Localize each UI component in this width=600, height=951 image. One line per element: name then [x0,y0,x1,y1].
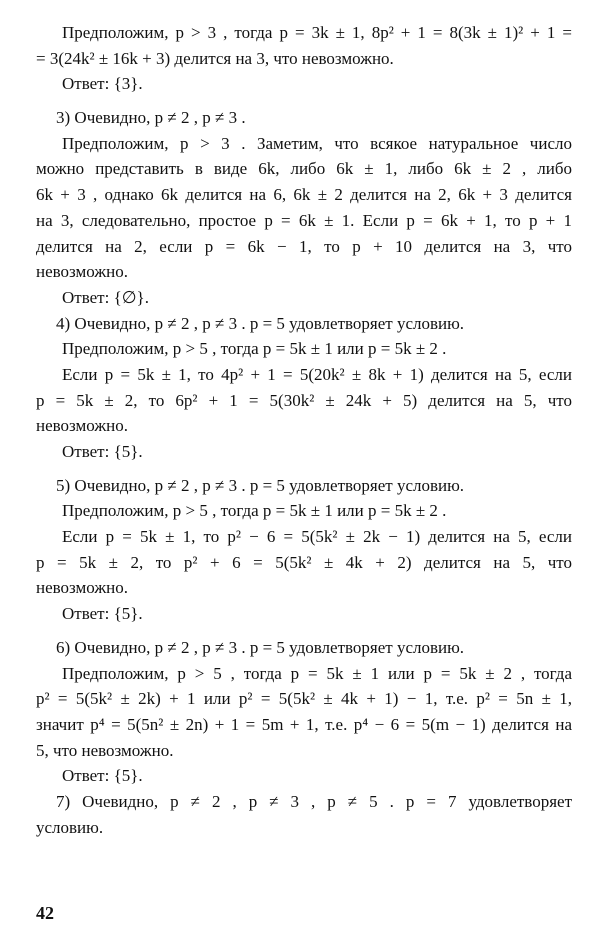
paragraph-gap [36,627,572,635]
text-line: = 3(24k² ± 16k + 3) делится на 3, что невозможно. [36,48,394,68]
text-line: 5, что невозможно. [36,740,174,760]
text-line: p² = 5(5k² ± 2k) + 1 или p² = 5(5k² ± 4k + 1) − 1, т.е. p² = 5n ± 1, [36,689,572,709]
text-line: делится на 2, если p = 6k − 1, то p + 10 делится на 3, что [36,236,572,256]
text-line: 5) Очевидно, p ≠ 2 , p ≠ 3 . p = 5 удовлетворяет условию. [56,475,465,495]
text-line: Ответ: {∅}. [62,287,149,307]
text-line: 6) Очевидно, p ≠ 2 , p ≠ 3 . p = 5 удовлетворяет условию. [56,637,465,657]
text-line: Ответ: {3}. [62,74,143,94]
text-line: условию. [36,817,104,837]
text-line: 3) Очевидно, p ≠ 2 , p ≠ 3 . [56,108,246,128]
text-line: Ответ: {5}. [62,442,143,461]
text-line: Если p = 5k ± 1, то 4p² + 1 = 5(20k² ± 8k + 1) делится на 5, если [62,364,572,384]
text-line: p = 5k ± 2, то 6p² + 1 = 5(30k² ± 24k + 5) делится на 5, что [36,390,572,410]
text-line: невозможно. [36,578,128,598]
text-line: невозможно. [36,416,128,436]
text-line: Предположим, p > 5 , тогда p = 5k ± 1 или p = 5k ± 2 , тогда [62,663,572,683]
text-line: Предположим, p > 3 , тогда p = 3k ± 1, 8p² + 1 = 8(3k ± 1)² + 1 = [62,23,572,42]
text-line: Ответ: {5}. [62,766,143,786]
text-line: Предположим, p > 5 , тогда p = 5k ± 1 или p = 5k ± 2 . [62,339,447,359]
page-number: 42 [36,903,54,923]
text-line: p = 5k ± 2, то p² + 6 = 5(5k² ± 4k + 2) делится на 5, что [36,552,572,572]
text-line: 7) Очевидно, p ≠ 2 , p ≠ 3 , p ≠ 5 . p = 7 удовлетворяет [56,791,572,811]
text-line: на 3, следовательно, простое p = 6k ± 1. Если p = 6k + 1, то p + 1 [36,210,572,230]
text-line: 6k + 3 , однако 6k делится на 6, 6k ± 2 делится на 2, 6k + 3 делится [36,185,572,205]
paragraph-gap [36,465,572,473]
text-line: Предположим, p > 5 , тогда p = 5k ± 1 или p = 5k ± 2 . [62,501,447,521]
text-line: Предположим, p > 3 . Заметим, что всякое натуральное число [62,133,572,153]
text-line: можно представить в виде 6k, либо 6k ± 1, либо 6k ± 2 , либо [36,159,572,179]
text-line: Ответ: {5}. [62,604,143,624]
text-line: невозможно. [36,262,128,282]
paragraph-gap [36,97,572,105]
text-line: значит p⁴ = 5(5n² ± 2n) + 1 = 5m + 1, т.е. p⁴ − 6 = 5(m − 1) делится на [36,714,572,734]
text-line: 4) Очевидно, p ≠ 2 , p ≠ 3 . p = 5 удовлетворяет условию. [56,313,465,333]
page-text [36,20,572,840]
text-line: Если p = 5k ± 1, то p² − 6 = 5(5k² ± 2k − 1) делится на 5, если [62,527,572,547]
